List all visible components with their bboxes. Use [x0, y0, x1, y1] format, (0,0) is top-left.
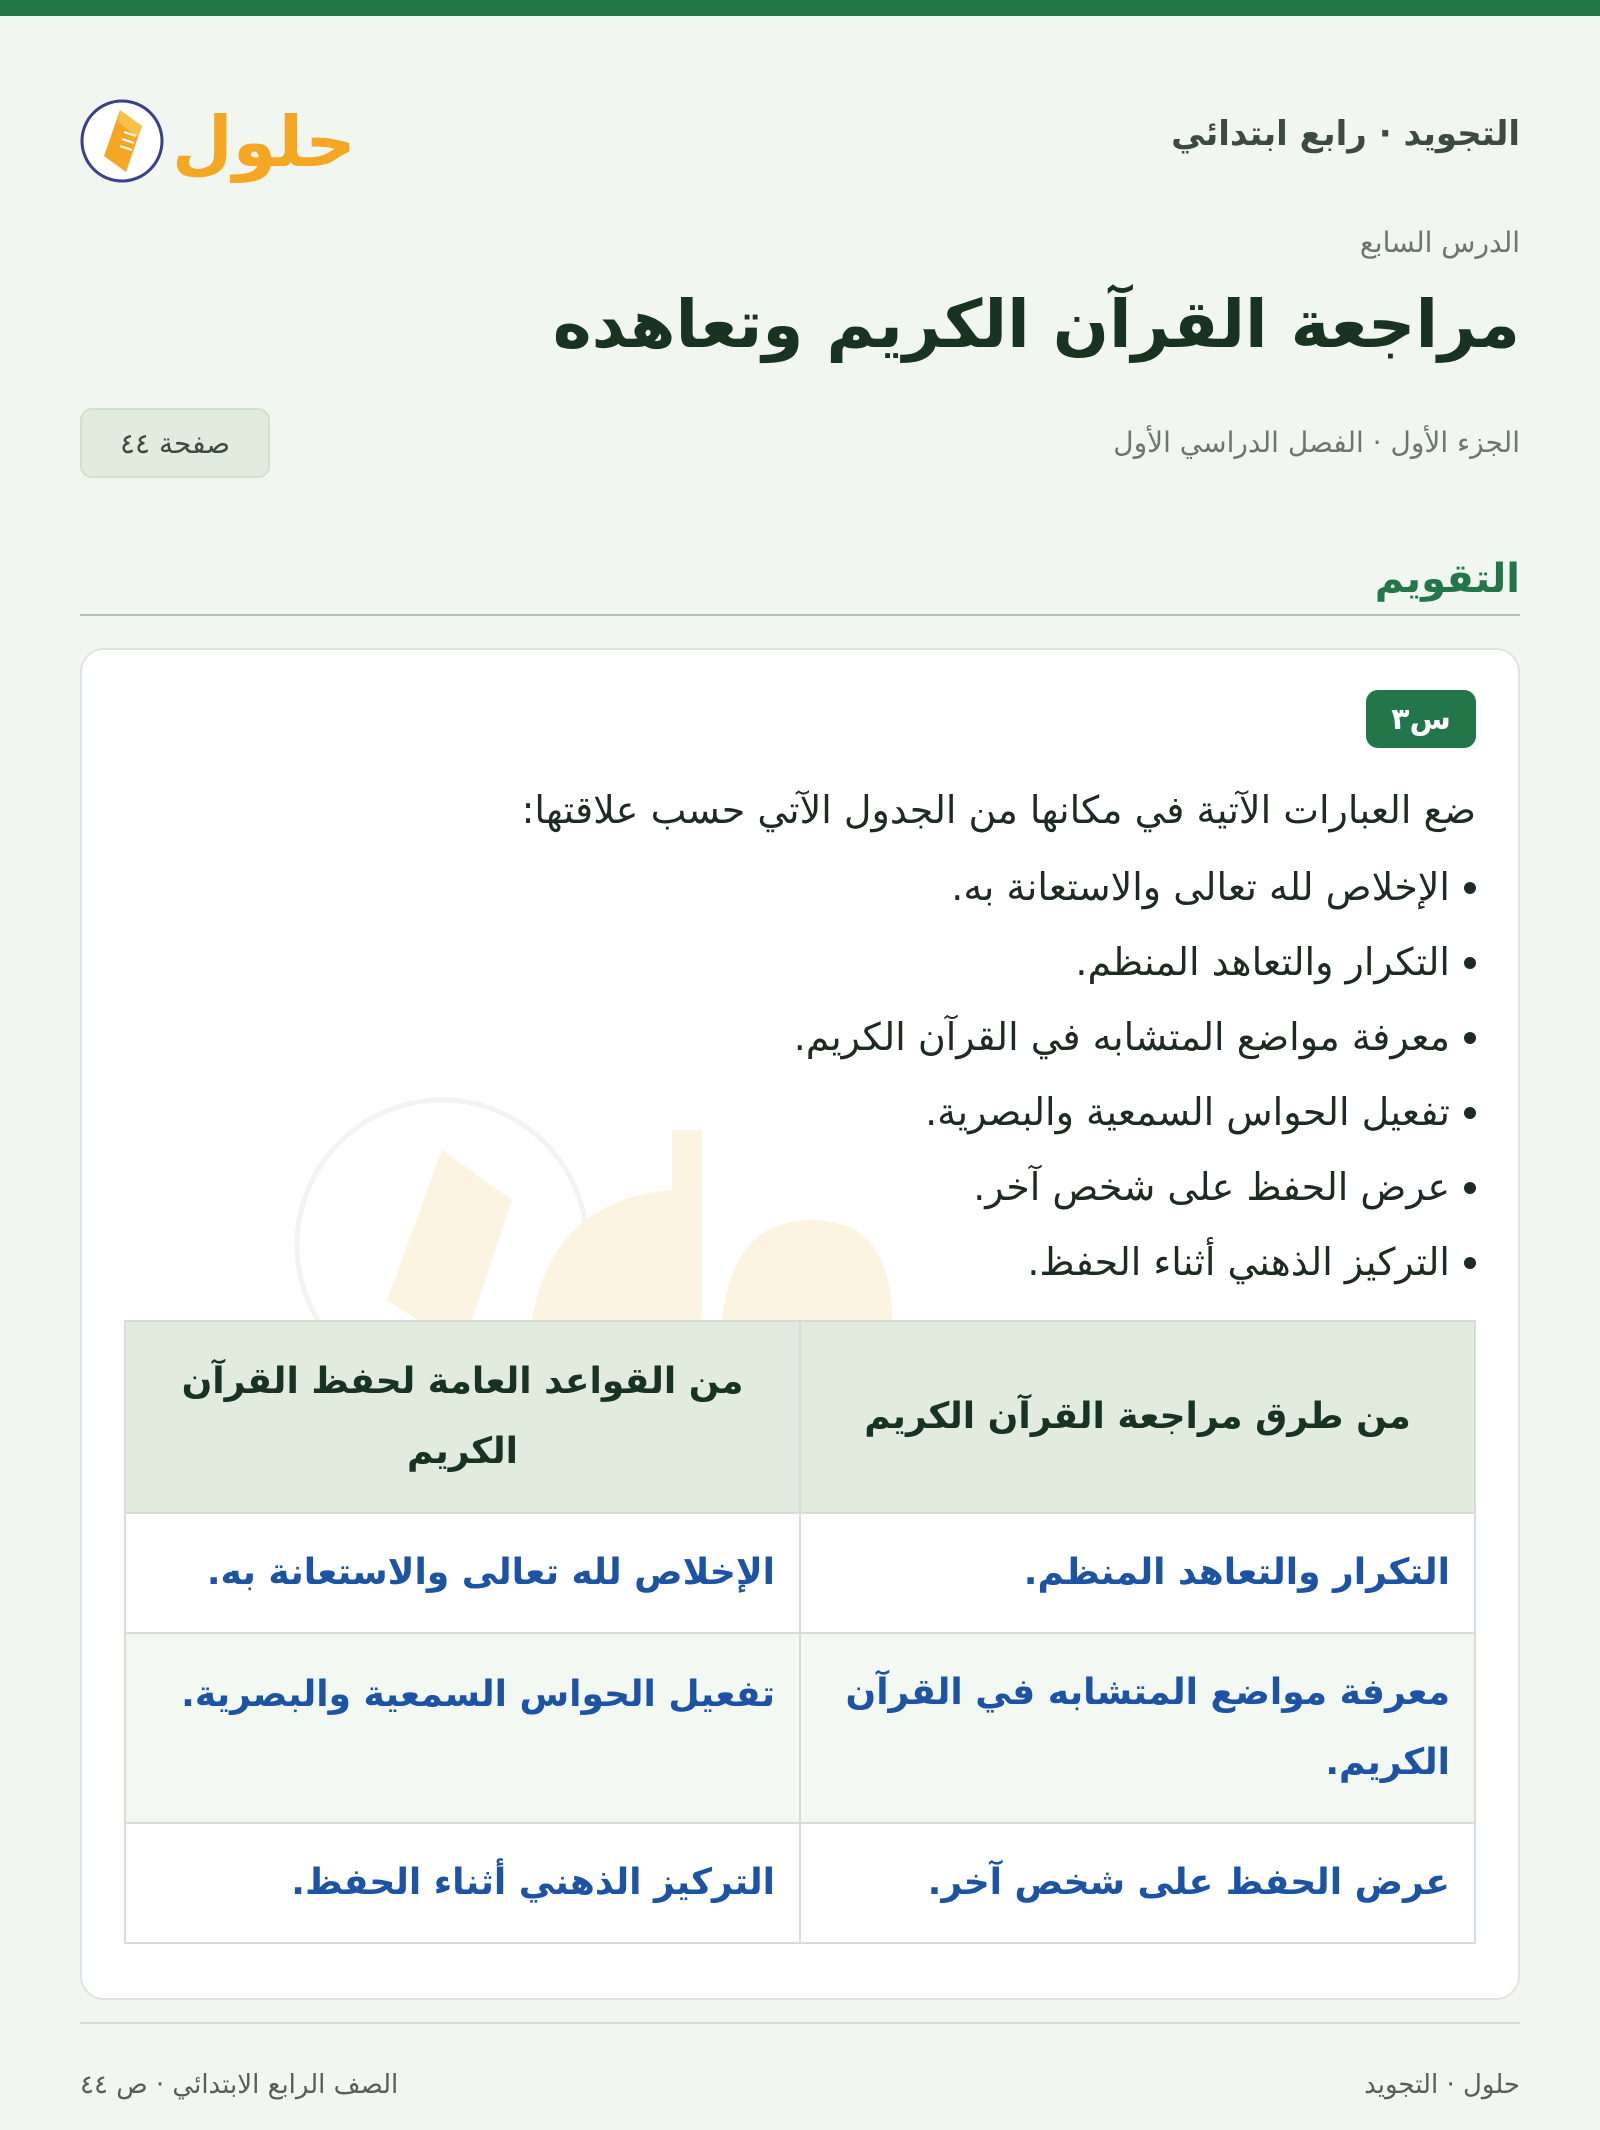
table-row — [125, 1633, 1475, 1823]
list-item-text: الإخلاص لله تعالى والاستعانة به. — [951, 865, 1450, 909]
subject-grade-label: التجويد · رابع ابتدائي — [1171, 114, 1520, 154]
table-cell: التركيز الذهني أثناء الحفظ. — [125, 1823, 800, 1943]
list-item — [794, 850, 1476, 925]
list-item — [794, 925, 1476, 1000]
question-number-badge: س٣ — [1366, 690, 1476, 748]
list-item — [794, 1225, 1476, 1300]
table-header-row — [125, 1321, 1475, 1513]
column-header-memorization-rules: من القواعد العامة لحفظ القرآن الكريم — [125, 1321, 800, 1513]
top-accent-bar — [0, 0, 1600, 16]
bullet-dot-icon — [1464, 1257, 1476, 1269]
statement-list — [794, 850, 1476, 1300]
footer-brand: حلول · التجويد — [1364, 2070, 1520, 2100]
bullet-dot-icon — [1464, 882, 1476, 894]
lesson-title: مراجعة القرآن الكريم وتعاهده — [552, 286, 1520, 363]
list-item-text: التركيز الذهني أثناء الحفظ. — [1027, 1240, 1450, 1284]
header — [80, 86, 1520, 196]
list-item-text: عرض الحفظ على شخص آخر. — [973, 1165, 1450, 1209]
bullet-dot-icon — [1464, 1182, 1476, 1194]
list-item-text: التكرار والتعاهد المنظم. — [1075, 940, 1450, 984]
section-title: التقويم — [1374, 556, 1520, 602]
list-item-text: معرفة مواضع المتشابه في القرآن الكريم. — [793, 1015, 1450, 1059]
page-number-badge: صفحة ٤٤ — [80, 408, 270, 478]
question-card — [80, 648, 1520, 2000]
table-cell: التكرار والتعاهد المنظم. — [800, 1513, 1475, 1633]
logo-text: حلول — [172, 101, 356, 183]
halool-logo-icon — [80, 86, 360, 196]
footer-grade-page: الصف الرابع الابتدائي · ص ٤٤ — [80, 2070, 399, 2100]
table-row — [125, 1823, 1475, 1943]
section-divider — [80, 614, 1520, 616]
bullet-dot-icon — [1464, 1107, 1476, 1119]
semester-meta: الجزء الأول · الفصل الدراسي الأول — [1113, 426, 1520, 459]
question-instruction: ضع العبارات الآتية في مكانها من الجدول الآتي حسب علاقتها: — [521, 788, 1476, 832]
bullet-dot-icon — [1464, 957, 1476, 969]
table-cell: تفعيل الحواس السمعية والبصرية. — [125, 1633, 800, 1823]
list-item-text: تفعيل الحواس السمعية والبصرية. — [925, 1090, 1450, 1134]
lesson-number: الدرس السابع — [1359, 226, 1520, 259]
column-header-review-methods: من طرق مراجعة القرآن الكريم — [800, 1321, 1475, 1513]
footer-divider — [80, 2022, 1520, 2024]
page — [80, 16, 1520, 2130]
answer-table — [124, 1320, 1476, 1944]
list-item — [794, 1150, 1476, 1225]
bullet-dot-icon — [1464, 1032, 1476, 1044]
halool-logo[interactable] — [80, 86, 360, 196]
table-row — [125, 1513, 1475, 1633]
list-item — [794, 1075, 1476, 1150]
table-cell: عرض الحفظ على شخص آخر. — [800, 1823, 1475, 1943]
table-cell: معرفة مواضع المتشابه في القرآن الكريم. — [800, 1633, 1475, 1823]
table-cell: الإخلاص لله تعالى والاستعانة به. — [125, 1513, 800, 1633]
list-item — [794, 1000, 1476, 1075]
